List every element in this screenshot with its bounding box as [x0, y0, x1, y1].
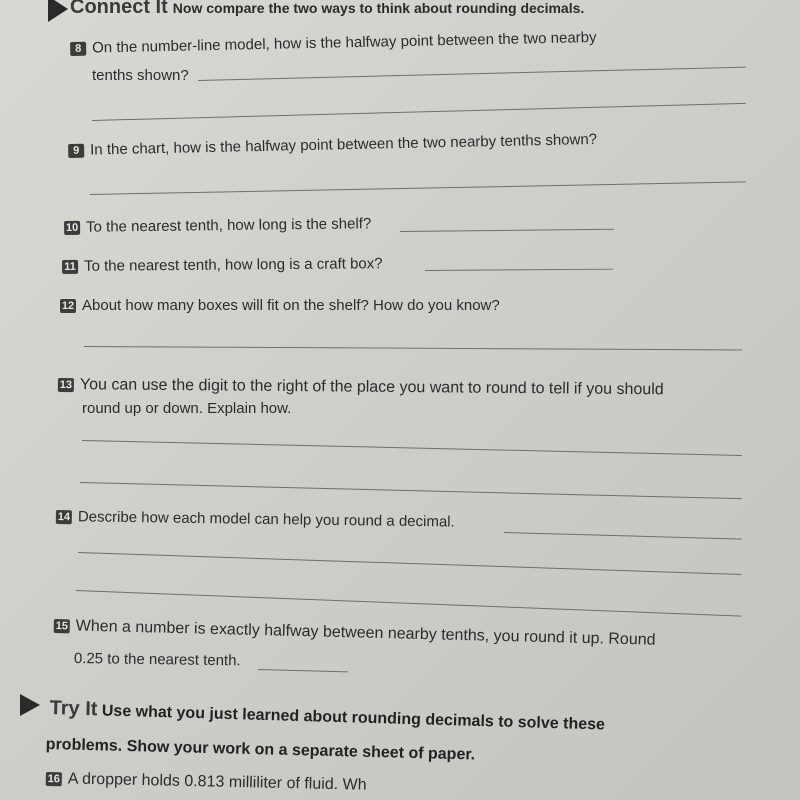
question-16-number: 16: [47, 773, 61, 786]
question-14-text: Describe how each model can help you round a decimal.: [77, 508, 455, 531]
try-it-arrow-icon: [20, 694, 40, 716]
answer-line[interactable]: [80, 482, 742, 499]
try-it-description-line2: problems. Show your work on a separate sheet of paper.: [45, 736, 476, 764]
question-14: [56, 508, 455, 531]
connect-it-keyword: Connect It: [70, 0, 168, 18]
answer-line[interactable]: [258, 669, 348, 673]
answer-line[interactable]: [90, 181, 746, 195]
answer-line[interactable]: [76, 590, 742, 617]
answer-line[interactable]: [82, 440, 742, 456]
answer-line[interactable]: [84, 346, 742, 351]
try-it-description-line1: Use what you just learned about rounding decimals to solve these: [101, 702, 606, 734]
question-13: [58, 376, 664, 399]
answer-line[interactable]: [425, 269, 613, 272]
try-it-heading: [49, 697, 605, 736]
connect-it-arrow-icon: [48, 0, 68, 22]
question-9-number: 9: [68, 144, 84, 158]
question-16-text: A dropper holds 0.813 milliliter of fluid. Wh: [67, 770, 367, 794]
question-8: [70, 29, 597, 57]
question-12-text: About how many boxes will fit on the shelf? How do you know?: [82, 297, 500, 314]
answer-line[interactable]: [400, 229, 614, 233]
question-10: [64, 215, 371, 236]
question-10-number: 10: [65, 221, 79, 234]
question-13-line2: round up or down. Explain how.: [82, 400, 292, 417]
question-10-text: To the nearest tenth, how long is the shelf?: [85, 215, 372, 236]
question-15: [54, 617, 656, 650]
question-11: [62, 255, 383, 275]
question-16: [46, 770, 367, 795]
question-11-text: To the nearest tenth, how long is a craft box?: [83, 255, 383, 275]
question-12-number: 12: [61, 300, 75, 312]
connect-it-description: Now compare the two ways to think about rounding decimals.: [172, 0, 585, 16]
question-8-line2: tenths shown?: [92, 67, 189, 84]
question-8-number: 8: [70, 42, 86, 56]
answer-line[interactable]: [78, 552, 742, 575]
try-it-keyword: Try It: [49, 697, 98, 721]
question-15-text-line1: When a number is exactly halfway between nearby tenths, you round it up. Round: [75, 617, 656, 649]
question-9: [68, 131, 597, 159]
question-14-number: 14: [57, 511, 71, 524]
answer-line[interactable]: [92, 103, 746, 121]
question-15-number: 15: [55, 620, 69, 633]
question-12: [60, 297, 500, 314]
question-9-text: In the chart, how is the halfway point between the two nearby tenths shown?: [89, 130, 598, 159]
connect-it-heading: [70, 0, 584, 19]
question-15-line2: 0.25 to the nearest tenth.: [73, 650, 241, 670]
question-8-text-line1: On the number-line model, how is the halfway point between the two nearby: [91, 28, 597, 57]
answer-line[interactable]: [198, 67, 746, 82]
question-13-number: 13: [59, 379, 73, 392]
question-13-text-line1: You can use the digit to the right of the place you want to round to tell if you should: [79, 376, 664, 399]
answer-line[interactable]: [504, 532, 742, 540]
question-11-number: 11: [62, 260, 78, 274]
